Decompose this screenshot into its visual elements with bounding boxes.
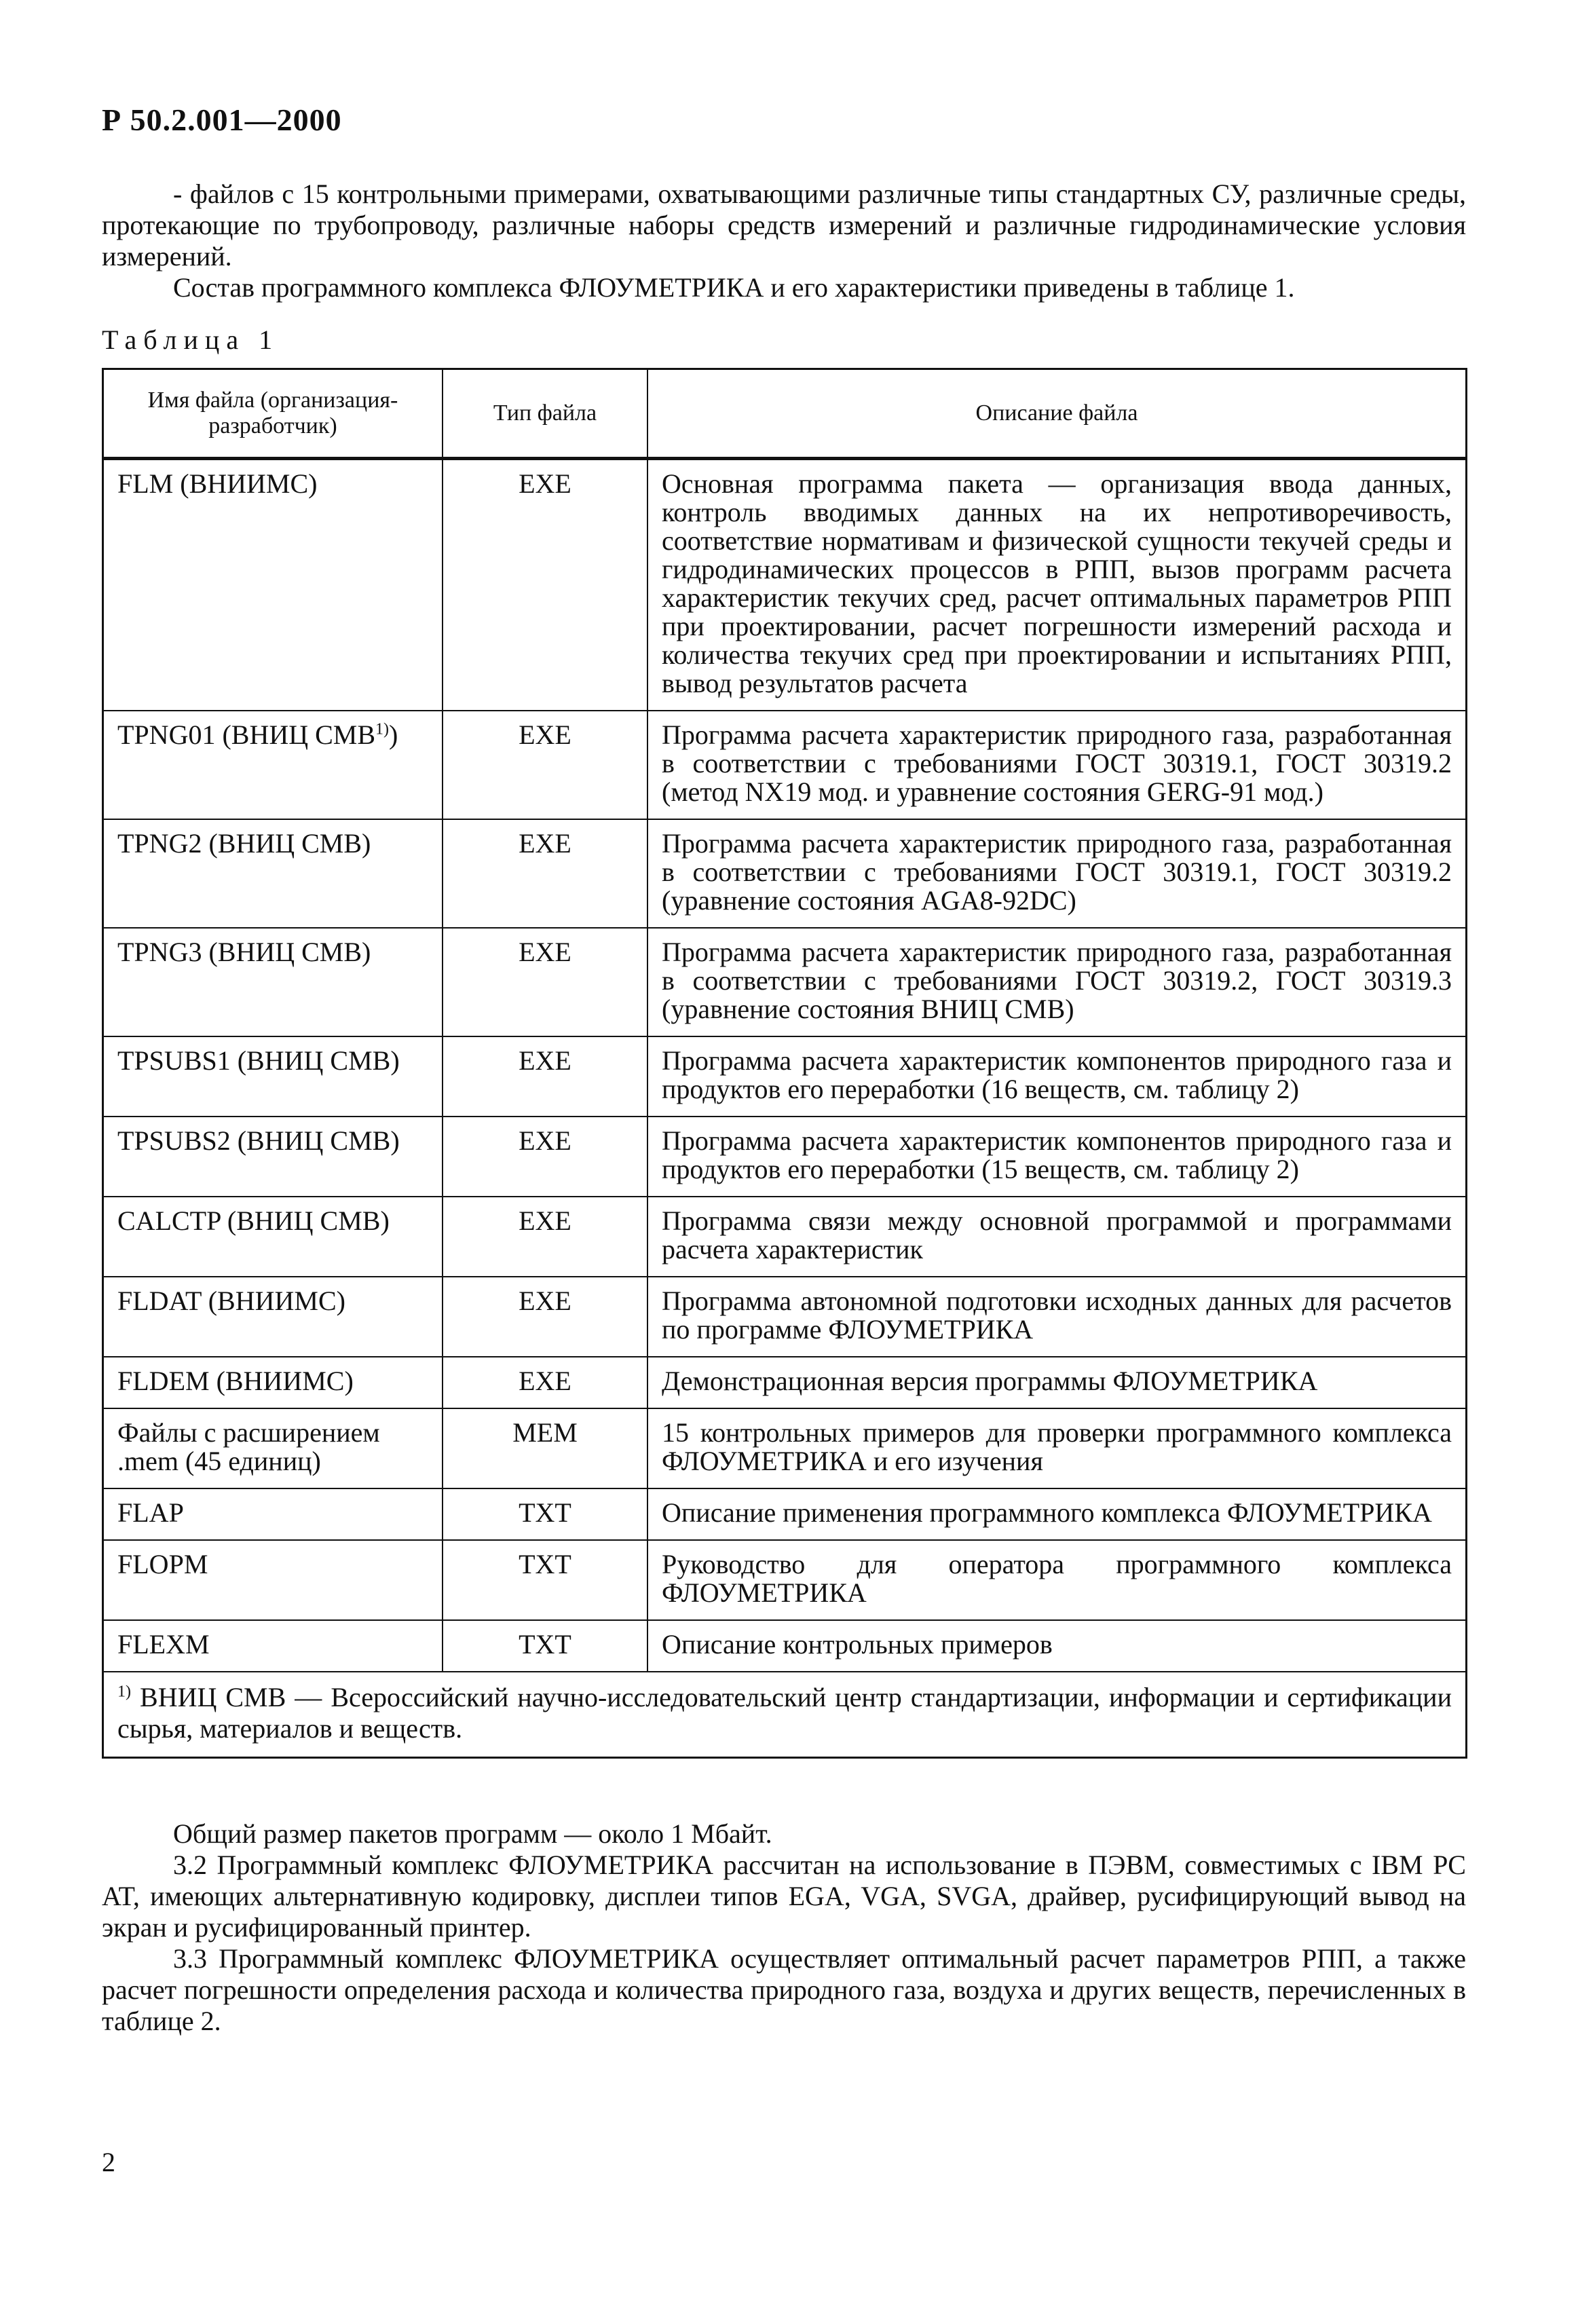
file-name-cell — [103, 1197, 443, 1277]
file-name: FLM (ВНИИМС) — [117, 468, 318, 499]
file-name: FLEXM — [117, 1629, 210, 1660]
table-row — [103, 1357, 1467, 1408]
paragraph-3-3: 3.3 Программный комплекс ФЛОУМЕТРИКА осуществляет оптимальный расчет параметров РПП, а также расчет погрешности определения расхода и количества природного газа, воздуха и других веществ, перечисленных в таблице 2. — [102, 1943, 1466, 2036]
files-table — [102, 368, 1467, 1759]
file-name-cell — [103, 1408, 443, 1488]
file-name: FLDEM (ВНИИМС) — [117, 1366, 354, 1396]
file-name-cell — [103, 1620, 443, 1672]
file-name: FLOPM — [117, 1549, 208, 1579]
file-type: MEM — [443, 1408, 647, 1488]
file-description: Программа связи между основной программой и программами расчета характеристик — [647, 1197, 1467, 1277]
file-name: FLDAT (ВНИИМС) — [117, 1286, 345, 1316]
table-header-row — [103, 369, 1467, 459]
file-type: EXE — [443, 1277, 647, 1357]
table-row — [103, 1117, 1467, 1197]
table-row — [103, 819, 1467, 928]
file-type: EXE — [443, 928, 647, 1036]
file-description: Программа расчета характеристик компонентов природного газа и продуктов его переработки (16 веществ, см. таблицу 2) — [647, 1036, 1467, 1117]
file-description: Программа расчета характеристик компонентов природного газа и продуктов его переработки (15 веществ, см. таблицу 2) — [647, 1117, 1467, 1197]
file-name: CALCTP (ВНИЦ СМВ) — [117, 1205, 390, 1236]
file-description: Описание контрольных примеров — [647, 1620, 1467, 1672]
table-body — [103, 459, 1467, 1672]
file-type: EXE — [443, 1357, 647, 1408]
table-row — [103, 1488, 1467, 1540]
file-description: Программа расчета характеристик природного газа, разработанная в соответствии с требованиями ГОСТ 30319.2, ГОСТ 30319.3 (уравнение состояния ВНИЦ СМВ) — [647, 928, 1467, 1036]
intro-bullet: - файлов с 15 контрольными примерами, охватывающими различные типы стандартных СУ, различные среды, протекающие по трубопроводу, различные наборы средств измерений и различные гидродинамические условия измерений. — [102, 179, 1466, 271]
file-description: Программа автономной подготовки исходных данных для расчетов по программе ФЛОУМЕТРИКА — [647, 1277, 1467, 1357]
file-type: EXE — [443, 1197, 647, 1277]
file-description: Руководство для оператора программного комплекса ФЛОУМЕТРИКА — [647, 1540, 1467, 1620]
table-row — [103, 1620, 1467, 1672]
table-caption: Таблица 1 — [102, 324, 280, 355]
file-type: TXT — [443, 1488, 647, 1540]
file-description: Программа расчета характеристик природного газа, разработанная в соответствии с требованиями ГОСТ 30319.1, ГОСТ 30319.2 (уравнение состояния AGA8-92DC) — [647, 819, 1467, 928]
intro-composition: Состав программного комплекса ФЛОУМЕТРИКА и его характеристики приведены в таблице 1. — [173, 272, 1295, 303]
file-name: TPSUBS2 (ВНИЦ СМВ) — [117, 1125, 400, 1156]
page-number: 2 — [102, 2147, 115, 2177]
file-name-cell — [103, 1540, 443, 1620]
file-name: TPSUBS1 (ВНИЦ СМВ) — [117, 1045, 400, 1076]
file-name-tail: ) — [389, 719, 398, 750]
table-row — [103, 1036, 1467, 1117]
file-name: TPNG2 (ВНИЦ СМВ) — [117, 828, 371, 859]
paragraph-3-2: 3.2 Программный комплекс ФЛОУМЕТРИКА рассчитан на использование в ПЭВМ, совместимых с IBM PC AT, имеющих альтернативную кодировку, дисплеи типов EGA, VGA, SVGA, драйвер, русифицирующий вывод на экран и русифицированный принтер. — [102, 1850, 1466, 1943]
file-type: EXE — [443, 711, 647, 819]
file-type: TXT — [443, 1620, 647, 1672]
footnote-row — [103, 1672, 1467, 1758]
file-name-cell — [103, 928, 443, 1036]
table-row — [103, 459, 1467, 711]
file-name: FLAP — [117, 1497, 184, 1528]
table-row — [103, 928, 1467, 1036]
file-name-cell — [103, 819, 443, 928]
package-size: Общий размер пакетов программ — около 1 Мбайт. — [173, 1818, 772, 1849]
file-type: EXE — [443, 1117, 647, 1197]
table-row — [103, 1408, 1467, 1488]
header-file-description: Описание файла — [647, 369, 1467, 459]
table-row — [103, 1197, 1467, 1277]
file-name-cell — [103, 1277, 443, 1357]
file-name: Файлы с расширением .mem (45 единиц) — [117, 1417, 380, 1476]
table-row — [103, 1277, 1467, 1357]
file-type: EXE — [443, 459, 647, 711]
file-type: EXE — [443, 1036, 647, 1117]
file-name-cell — [103, 1036, 443, 1117]
file-name-cell — [103, 1117, 443, 1197]
file-name-cell — [103, 1488, 443, 1540]
header-file-type: Тип файла — [443, 369, 647, 459]
file-description: Программа расчета характеристик природного газа, разработанная в соответствии с требованиями ГОСТ 30319.1, ГОСТ 30319.2 (метод NX19 мод. и уравнение состояния GERG-91 мод.) — [647, 711, 1467, 819]
document-page — [102, 102, 1466, 2037]
file-description: 15 контрольных примеров для проверки программного комплекса ФЛОУМЕТРИКА и его изучения — [647, 1408, 1467, 1488]
file-type: EXE — [443, 819, 647, 928]
file-description: Описание применения программного комплекса ФЛОУМЕТРИКА — [647, 1488, 1467, 1540]
table-row — [103, 1540, 1467, 1620]
table-footnote — [103, 1672, 1467, 1758]
document-code: Р 50.2.001—2000 — [102, 102, 342, 137]
file-name-cell — [103, 1357, 443, 1408]
footnote-ref: 1) — [375, 720, 390, 738]
footnote-mark: 1) — [117, 1683, 131, 1701]
file-name: TPNG01 (ВНИЦ СМВ — [117, 719, 376, 750]
file-name-cell — [103, 459, 443, 711]
header-file-name: Имя файла (организация-разработчик) — [103, 369, 443, 459]
footnote-text: ВНИЦ СМВ — Всероссийский научно-исследовательский центр стандартизации, информации и сертификации сырья, материалов и веществ. — [117, 1682, 1452, 1744]
file-name: TPNG3 (ВНИЦ СМВ) — [117, 937, 371, 967]
file-name-cell — [103, 711, 443, 819]
file-description: Основная программа пакета — организация ввода данных, контроль вводимых данных на их непротиворечивость, соответствие нормативам и физической сущности текучей среды и гидродинамических процессов в РПП, вызов программ расчета характеристик текучих сред, расчет оптимальных параметров РПП при проектировании, расчет погрешности измерений расхода и количества текучих сред при проектировании и испытаниях РПП, вывод результатов расчета — [647, 459, 1467, 711]
file-type: TXT — [443, 1540, 647, 1620]
table-row — [103, 711, 1467, 819]
file-description: Демонстрационная версия программы ФЛОУМЕТРИКА — [647, 1357, 1467, 1408]
